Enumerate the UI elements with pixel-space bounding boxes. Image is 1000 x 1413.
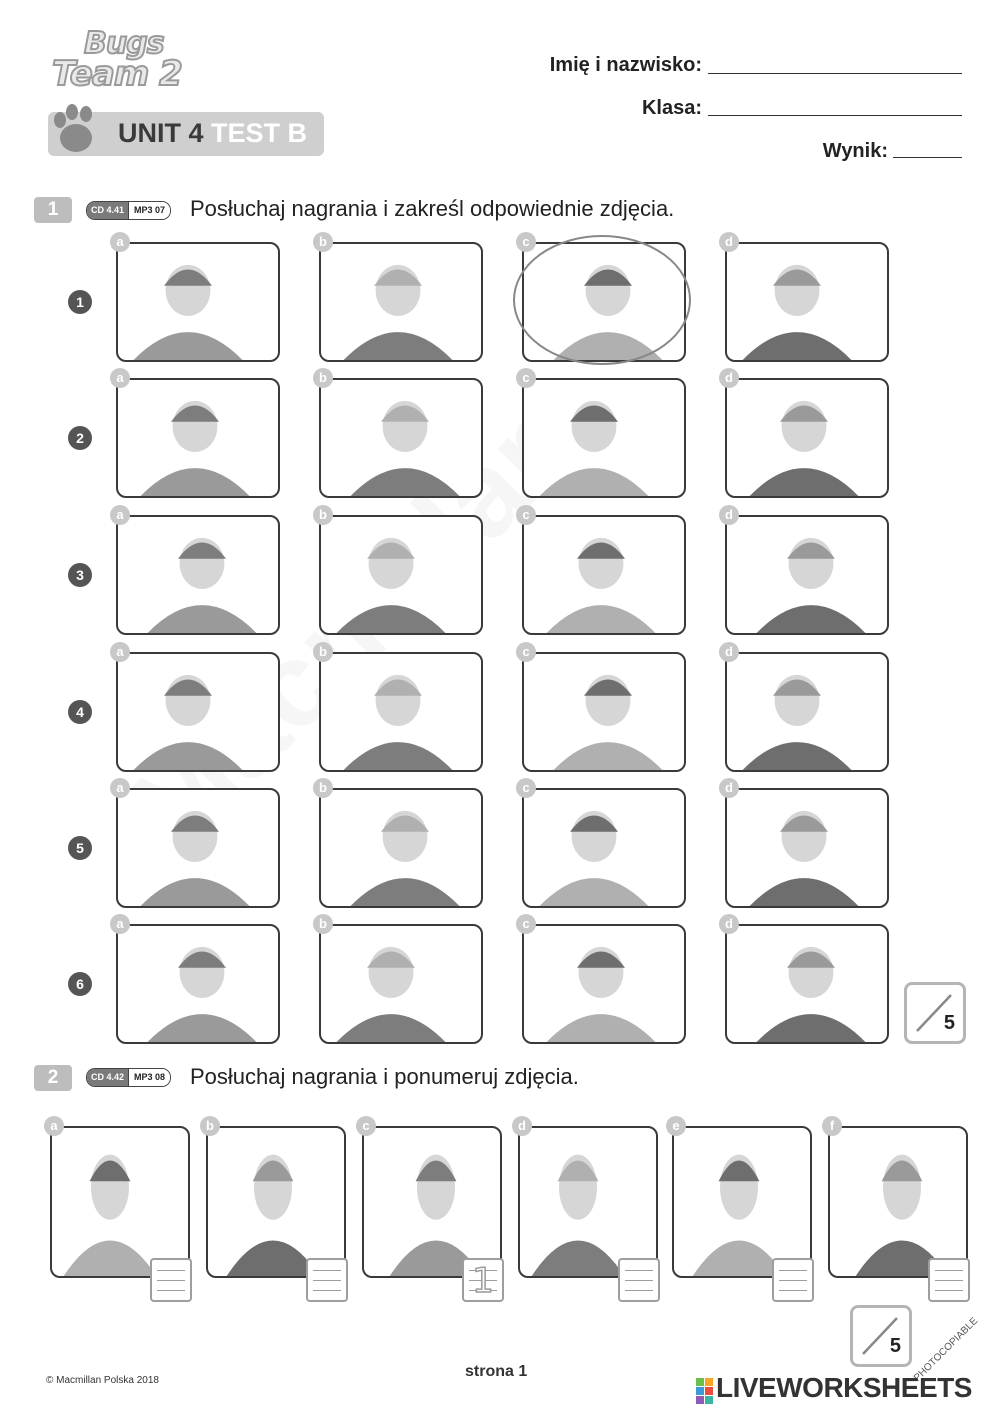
option-letter: b [313, 914, 333, 934]
photo-placeholder [321, 244, 481, 360]
photo-placeholder [524, 380, 684, 496]
photo-option[interactable] [725, 242, 889, 362]
option-letter: c [516, 642, 536, 662]
writing-line [935, 1270, 963, 1271]
writing-line [625, 1270, 653, 1271]
option-letter: b [313, 505, 333, 525]
unit-label: UNIT 4 [118, 118, 204, 148]
copyright: © Macmillan Polska 2018 [46, 1375, 159, 1386]
option-letter: c [516, 914, 536, 934]
answer-circle [510, 230, 694, 368]
photo-option[interactable] [116, 652, 280, 772]
name-field[interactable] [708, 73, 962, 74]
photo-placeholder [524, 654, 684, 770]
option-letter: d [719, 914, 739, 934]
row-number: 4 [68, 700, 92, 724]
test-label: TEST B [211, 118, 308, 148]
photo-option[interactable] [522, 924, 686, 1044]
photo-option[interactable] [522, 378, 686, 498]
photo-placeholder [364, 1128, 500, 1276]
row-number: 3 [68, 563, 92, 587]
class-label: Klasa: [641, 97, 702, 119]
page-number: strona 1 [465, 1363, 528, 1380]
writing-line [625, 1290, 653, 1291]
answer-box[interactable] [618, 1258, 660, 1302]
option-letter: c [516, 505, 536, 525]
answer-box[interactable] [306, 1258, 348, 1302]
photo-placeholder [524, 926, 684, 1042]
photo-card [672, 1126, 812, 1278]
writing-line [313, 1290, 341, 1291]
name-label: Imię i nazwisko: [549, 54, 702, 76]
photocopiable-label: PHOTOCOPIABLE [912, 1315, 981, 1384]
photo-card [828, 1126, 968, 1278]
photo-placeholder [524, 790, 684, 906]
mp3-track: MP3 08 [128, 1069, 170, 1086]
score-label: Wynik: [822, 140, 888, 162]
liveworksheets-logo-icon [696, 1378, 714, 1404]
photo-placeholder [118, 517, 278, 633]
photo-placeholder [118, 654, 278, 770]
photo-placeholder [321, 517, 481, 633]
answer-digit: 1 [472, 1261, 494, 1301]
photo-placeholder [524, 517, 684, 633]
option-letter: d [719, 232, 739, 252]
photo-placeholder [118, 244, 278, 360]
liveworksheets-brand: LIVEWORKSHEETS [716, 1372, 972, 1403]
photo-card [206, 1126, 346, 1278]
mp3-track: MP3 07 [128, 202, 170, 219]
option-letter: c [516, 232, 536, 252]
paw-icon [50, 104, 108, 160]
unit-title [118, 118, 307, 149]
photo-option[interactable] [522, 788, 686, 908]
option-letter: b [313, 232, 333, 252]
photo-option[interactable] [116, 242, 280, 362]
photo-placeholder [727, 790, 887, 906]
writing-line [779, 1290, 807, 1291]
photo-card [518, 1126, 658, 1278]
option-letter: a [110, 368, 130, 388]
photo-option[interactable] [725, 378, 889, 498]
photo-placeholder [321, 380, 481, 496]
photo-placeholder [830, 1128, 966, 1276]
option-letter: a [110, 232, 130, 252]
photo-option[interactable] [725, 788, 889, 908]
option-letter: d [719, 368, 739, 388]
exercise1-audio-badge[interactable] [86, 201, 171, 220]
item-letter: c [356, 1116, 376, 1136]
option-letter: b [313, 778, 333, 798]
writing-line [935, 1290, 963, 1291]
item-letter: a [44, 1116, 64, 1136]
exercise2-score-box [850, 1305, 912, 1367]
option-letter: c [516, 368, 536, 388]
option-letter: a [110, 778, 130, 798]
photo-option[interactable] [725, 515, 889, 635]
item-letter: f [822, 1116, 842, 1136]
writing-line [779, 1280, 807, 1281]
photo-placeholder [727, 380, 887, 496]
bugs-team-logo [46, 26, 196, 96]
cd-track: CD 4.41 [87, 202, 128, 219]
photo-option[interactable] [319, 924, 483, 1044]
option-letter: b [313, 642, 333, 662]
row-number: 1 [68, 290, 92, 314]
photo-card [362, 1126, 502, 1278]
exercise2-audio-badge[interactable] [86, 1068, 171, 1087]
writing-line [157, 1270, 185, 1271]
photo-option[interactable] [319, 788, 483, 908]
answer-box[interactable] [462, 1258, 504, 1302]
option-letter: d [719, 778, 739, 798]
photo-placeholder [727, 926, 887, 1042]
option-letter: c [516, 778, 536, 798]
answer-box[interactable] [150, 1258, 192, 1302]
photo-option[interactable] [522, 652, 686, 772]
option-letter: a [110, 505, 130, 525]
writing-line [157, 1290, 185, 1291]
class-field[interactable] [708, 115, 962, 116]
exercise1-instruction: Posłuchaj nagrania i zakreśl odpowiednie zdjęcia. [190, 196, 675, 221]
option-letter: a [110, 642, 130, 662]
photo-placeholder [321, 790, 481, 906]
photo-placeholder [52, 1128, 188, 1276]
exercise2-instruction: Posłuchaj nagrania i ponumeruj zdjęcia. [190, 1064, 579, 1089]
row-number: 6 [68, 972, 92, 996]
photo-option[interactable] [116, 924, 280, 1044]
photo-option[interactable] [725, 652, 889, 772]
photo-option[interactable] [319, 378, 483, 498]
row-number: 2 [68, 426, 92, 450]
writing-line [935, 1280, 963, 1281]
photo-option[interactable] [319, 652, 483, 772]
photo-placeholder [118, 380, 278, 496]
row-number: 5 [68, 836, 92, 860]
score-field[interactable] [893, 157, 962, 158]
photo-placeholder [520, 1128, 656, 1276]
item-letter: e [666, 1116, 686, 1136]
photo-placeholder [321, 654, 481, 770]
option-letter: a [110, 914, 130, 934]
logo-line1: Bugs [84, 26, 164, 61]
photo-option[interactable] [116, 788, 280, 908]
photo-card [50, 1126, 190, 1278]
photo-placeholder [321, 926, 481, 1042]
photo-placeholder [727, 517, 887, 633]
writing-line [313, 1270, 341, 1271]
photo-option[interactable] [116, 378, 280, 498]
photo-option[interactable] [319, 515, 483, 635]
photo-placeholder [727, 654, 887, 770]
exercise1-number: 1 [34, 197, 72, 223]
option-letter: b [313, 368, 333, 388]
answer-box[interactable] [772, 1258, 814, 1302]
item-letter: b [200, 1116, 220, 1136]
photo-placeholder [727, 244, 887, 360]
item-letter: d [512, 1116, 532, 1136]
option-letter: d [719, 505, 739, 525]
writing-line [313, 1280, 341, 1281]
photo-placeholder [118, 926, 278, 1042]
answer-box[interactable] [928, 1258, 970, 1302]
exercise2-number: 2 [34, 1065, 72, 1091]
option-letter: d [719, 642, 739, 662]
photo-option[interactable] [522, 515, 686, 635]
photo-option[interactable] [725, 924, 889, 1044]
exercise2-score-max: 5 [889, 1335, 901, 1357]
photo-placeholder [674, 1128, 810, 1276]
exercise1-score-max: 5 [943, 1012, 955, 1034]
exercise1-score-box [904, 982, 966, 1044]
writing-line [779, 1270, 807, 1271]
photo-option[interactable] [319, 242, 483, 362]
photo-placeholder [118, 790, 278, 906]
writing-line [625, 1280, 653, 1281]
writing-line [157, 1280, 185, 1281]
photo-placeholder [208, 1128, 344, 1276]
photo-option[interactable] [116, 515, 280, 635]
cd-track: CD 4.42 [87, 1069, 128, 1086]
logo-line2: Team 2 [52, 54, 182, 94]
